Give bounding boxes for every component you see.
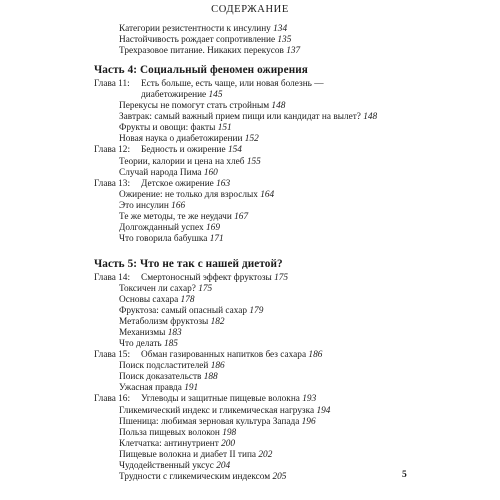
- page-ref: 163: [216, 178, 231, 189]
- chapter-title: [141, 79, 324, 90]
- page-ref: 167: [234, 211, 249, 222]
- toc-entry: [119, 461, 230, 472]
- entry-title: Трехразовое питание. Никаких перекусов: [119, 46, 284, 57]
- page-ref: 164: [260, 189, 275, 200]
- entry-title: Перекусы не помогут стать стройным: [119, 101, 270, 112]
- page-ref: 194: [316, 405, 331, 416]
- toc-entry: [119, 101, 285, 112]
- chapter-title-text: Смертоносный эффект фруктозы: [141, 272, 272, 283]
- page-ref: 191: [184, 383, 199, 394]
- entry-title: Поиск подсластителей: [119, 361, 209, 372]
- chapter-title-text: Обман газированных напитков без сахара: [141, 350, 307, 361]
- chapter-number: Глава 13:: [94, 178, 131, 189]
- page-ref: 151: [217, 123, 232, 134]
- entry-title: Польза пищевых волокон: [119, 427, 220, 438]
- page-ref: 182: [210, 317, 225, 328]
- entry-title: Случай народа Пима: [119, 167, 202, 178]
- entry-title: Категории резистентности к инсулину: [119, 24, 271, 34]
- toc-entry: [119, 317, 225, 328]
- entry-title: Пищевые волокна и диабет II типа: [119, 449, 257, 460]
- toc-entry: [119, 428, 236, 439]
- entry-title: Что делать: [119, 339, 162, 350]
- entry-title: Фруктоза: самый опасный сахар: [119, 306, 248, 317]
- page-ref: 205: [272, 471, 287, 482]
- toc-entry: [119, 112, 377, 123]
- page-ref: 152: [244, 134, 259, 145]
- chapter-title: [141, 179, 230, 190]
- page-ref: 155: [246, 156, 261, 167]
- toc-entry: [119, 472, 286, 483]
- toc-entry: [119, 24, 287, 35]
- entry-title: Поиск доказательств: [119, 372, 202, 383]
- toc-entry: [119, 450, 272, 461]
- entry-title: Что говорила бабушка: [119, 233, 208, 244]
- entry-title: Ожирение: не только для взрослых: [119, 189, 258, 200]
- page-ref: 188: [203, 372, 218, 383]
- toc-entry: [119, 417, 316, 428]
- page-number: 5: [402, 470, 407, 480]
- entry-title: Фрукты и овощи: факты: [119, 123, 216, 134]
- toc-entry: [119, 284, 212, 295]
- toc-entry: [119, 383, 198, 394]
- toc-entry: [119, 168, 218, 179]
- entry-title: Настойчивость рождает сопротивление: [119, 35, 276, 46]
- entry-title: диабетожирение: [141, 90, 207, 101]
- chapter-number: Глава 15:: [94, 350, 131, 361]
- page-ref: 175: [198, 283, 213, 294]
- page-ref: 154: [227, 145, 242, 156]
- entry-title: Завтрак: самый важный прием пищи или кандидат на вылет?: [119, 112, 361, 123]
- entry-title: Пшеница: любимая зерновая культура Запада: [119, 416, 300, 427]
- page-ref: 160: [203, 167, 218, 178]
- page-ref: 202: [258, 449, 273, 460]
- chapter-title-text: Есть больше, есть чаще, или новая болезнь —: [141, 79, 324, 90]
- chapter-number: Глава 14:: [94, 272, 131, 283]
- chapter-title: [141, 273, 288, 284]
- toc-entry: [119, 190, 274, 201]
- toc-entry: [119, 361, 225, 372]
- toc-entry: [119, 372, 218, 383]
- toc-entry: [119, 439, 235, 450]
- chapter-title: [141, 145, 242, 156]
- page-ref: 186: [210, 361, 225, 372]
- toc-entry: [119, 406, 330, 417]
- toc-entry: [119, 339, 178, 350]
- toc-entry: [119, 123, 232, 134]
- chapter-title-text: Бедность и ожирение: [141, 145, 226, 156]
- entry-title: Гликемический индекс и гликемическая нагрузка: [119, 405, 315, 416]
- toc-entry: [119, 201, 185, 212]
- entry-title: Чудодейственный уксус: [119, 460, 214, 471]
- entry-title: Это инсулин: [119, 200, 169, 211]
- part-heading: [94, 259, 283, 270]
- entry-title: Метаболизм фруктозы: [119, 317, 209, 328]
- entry-title: Токсичен ли сахар?: [119, 283, 196, 294]
- toc-entry: [119, 223, 220, 234]
- entry-title: Долгожданный успех: [119, 222, 204, 233]
- toc-entry: [119, 157, 261, 168]
- page-ref: 200: [221, 438, 236, 449]
- entry-title: Клетчатка: антинутриент: [119, 438, 219, 449]
- part-title: Часть 4: Социальный феномен ожирения: [94, 64, 308, 77]
- toc-entry: [119, 46, 300, 57]
- chapter-title-text: Детское ожирение: [141, 178, 214, 189]
- page-title: СОДЕРЖАНИЕ: [211, 4, 289, 15]
- chapter-title: [141, 350, 322, 361]
- toc-entry: [119, 306, 263, 317]
- page-ref: 178: [180, 295, 195, 305]
- toc-entry: [119, 212, 248, 223]
- page-ref: 204: [216, 460, 231, 471]
- page-ref: 134: [273, 24, 288, 34]
- entry-title: Новая наука о диабетожирении: [119, 134, 243, 145]
- part-title: Часть 5: Что не так с нашей диетой?: [94, 257, 283, 270]
- chapter-number: Глава 12:: [94, 145, 131, 156]
- page-ref: 169: [206, 222, 220, 233]
- page-ref: 145: [208, 90, 223, 101]
- entry-title: Теории, калории и цена на хлеб: [119, 156, 245, 167]
- toc-entry: [119, 134, 259, 145]
- toc-entry: [119, 328, 182, 339]
- page-ref: 175: [274, 272, 289, 283]
- entry-title: Механизмы: [119, 328, 166, 339]
- page-ref: 148: [363, 112, 378, 123]
- page-ref: 166: [171, 200, 186, 211]
- page-ref: 148: [271, 101, 286, 112]
- entry-title: Те же методы, те же неудачи: [119, 211, 232, 222]
- toc-entry: [119, 234, 224, 245]
- chapter-title-text: Углеводы и защитные пищевые волокна: [141, 394, 300, 405]
- toc-entry: [119, 35, 291, 46]
- page-ref: 185: [163, 339, 178, 350]
- toc-entry: [141, 90, 222, 101]
- page-ref: 183: [167, 328, 182, 339]
- page-ref: 196: [301, 416, 316, 427]
- page-ref: 198: [222, 427, 237, 438]
- chapter-number: Глава 11:: [94, 79, 130, 90]
- chapter-number: Глава 16:: [94, 394, 131, 405]
- page-ref: 137: [286, 46, 301, 57]
- page-ref: 179: [249, 306, 264, 317]
- page-ref: 193: [302, 394, 317, 405]
- page-ref: 186: [308, 350, 323, 361]
- toc-entry: [119, 295, 195, 306]
- chapter-title: [141, 394, 316, 405]
- entry-title: Основы сахара: [119, 295, 179, 305]
- entry-title: Трудности с гликемическим индексом: [119, 471, 271, 482]
- entry-title: Ужасная правда: [119, 383, 182, 394]
- page-ref: 135: [277, 35, 292, 46]
- page-ref: 171: [209, 233, 224, 244]
- part-heading: [94, 65, 308, 76]
